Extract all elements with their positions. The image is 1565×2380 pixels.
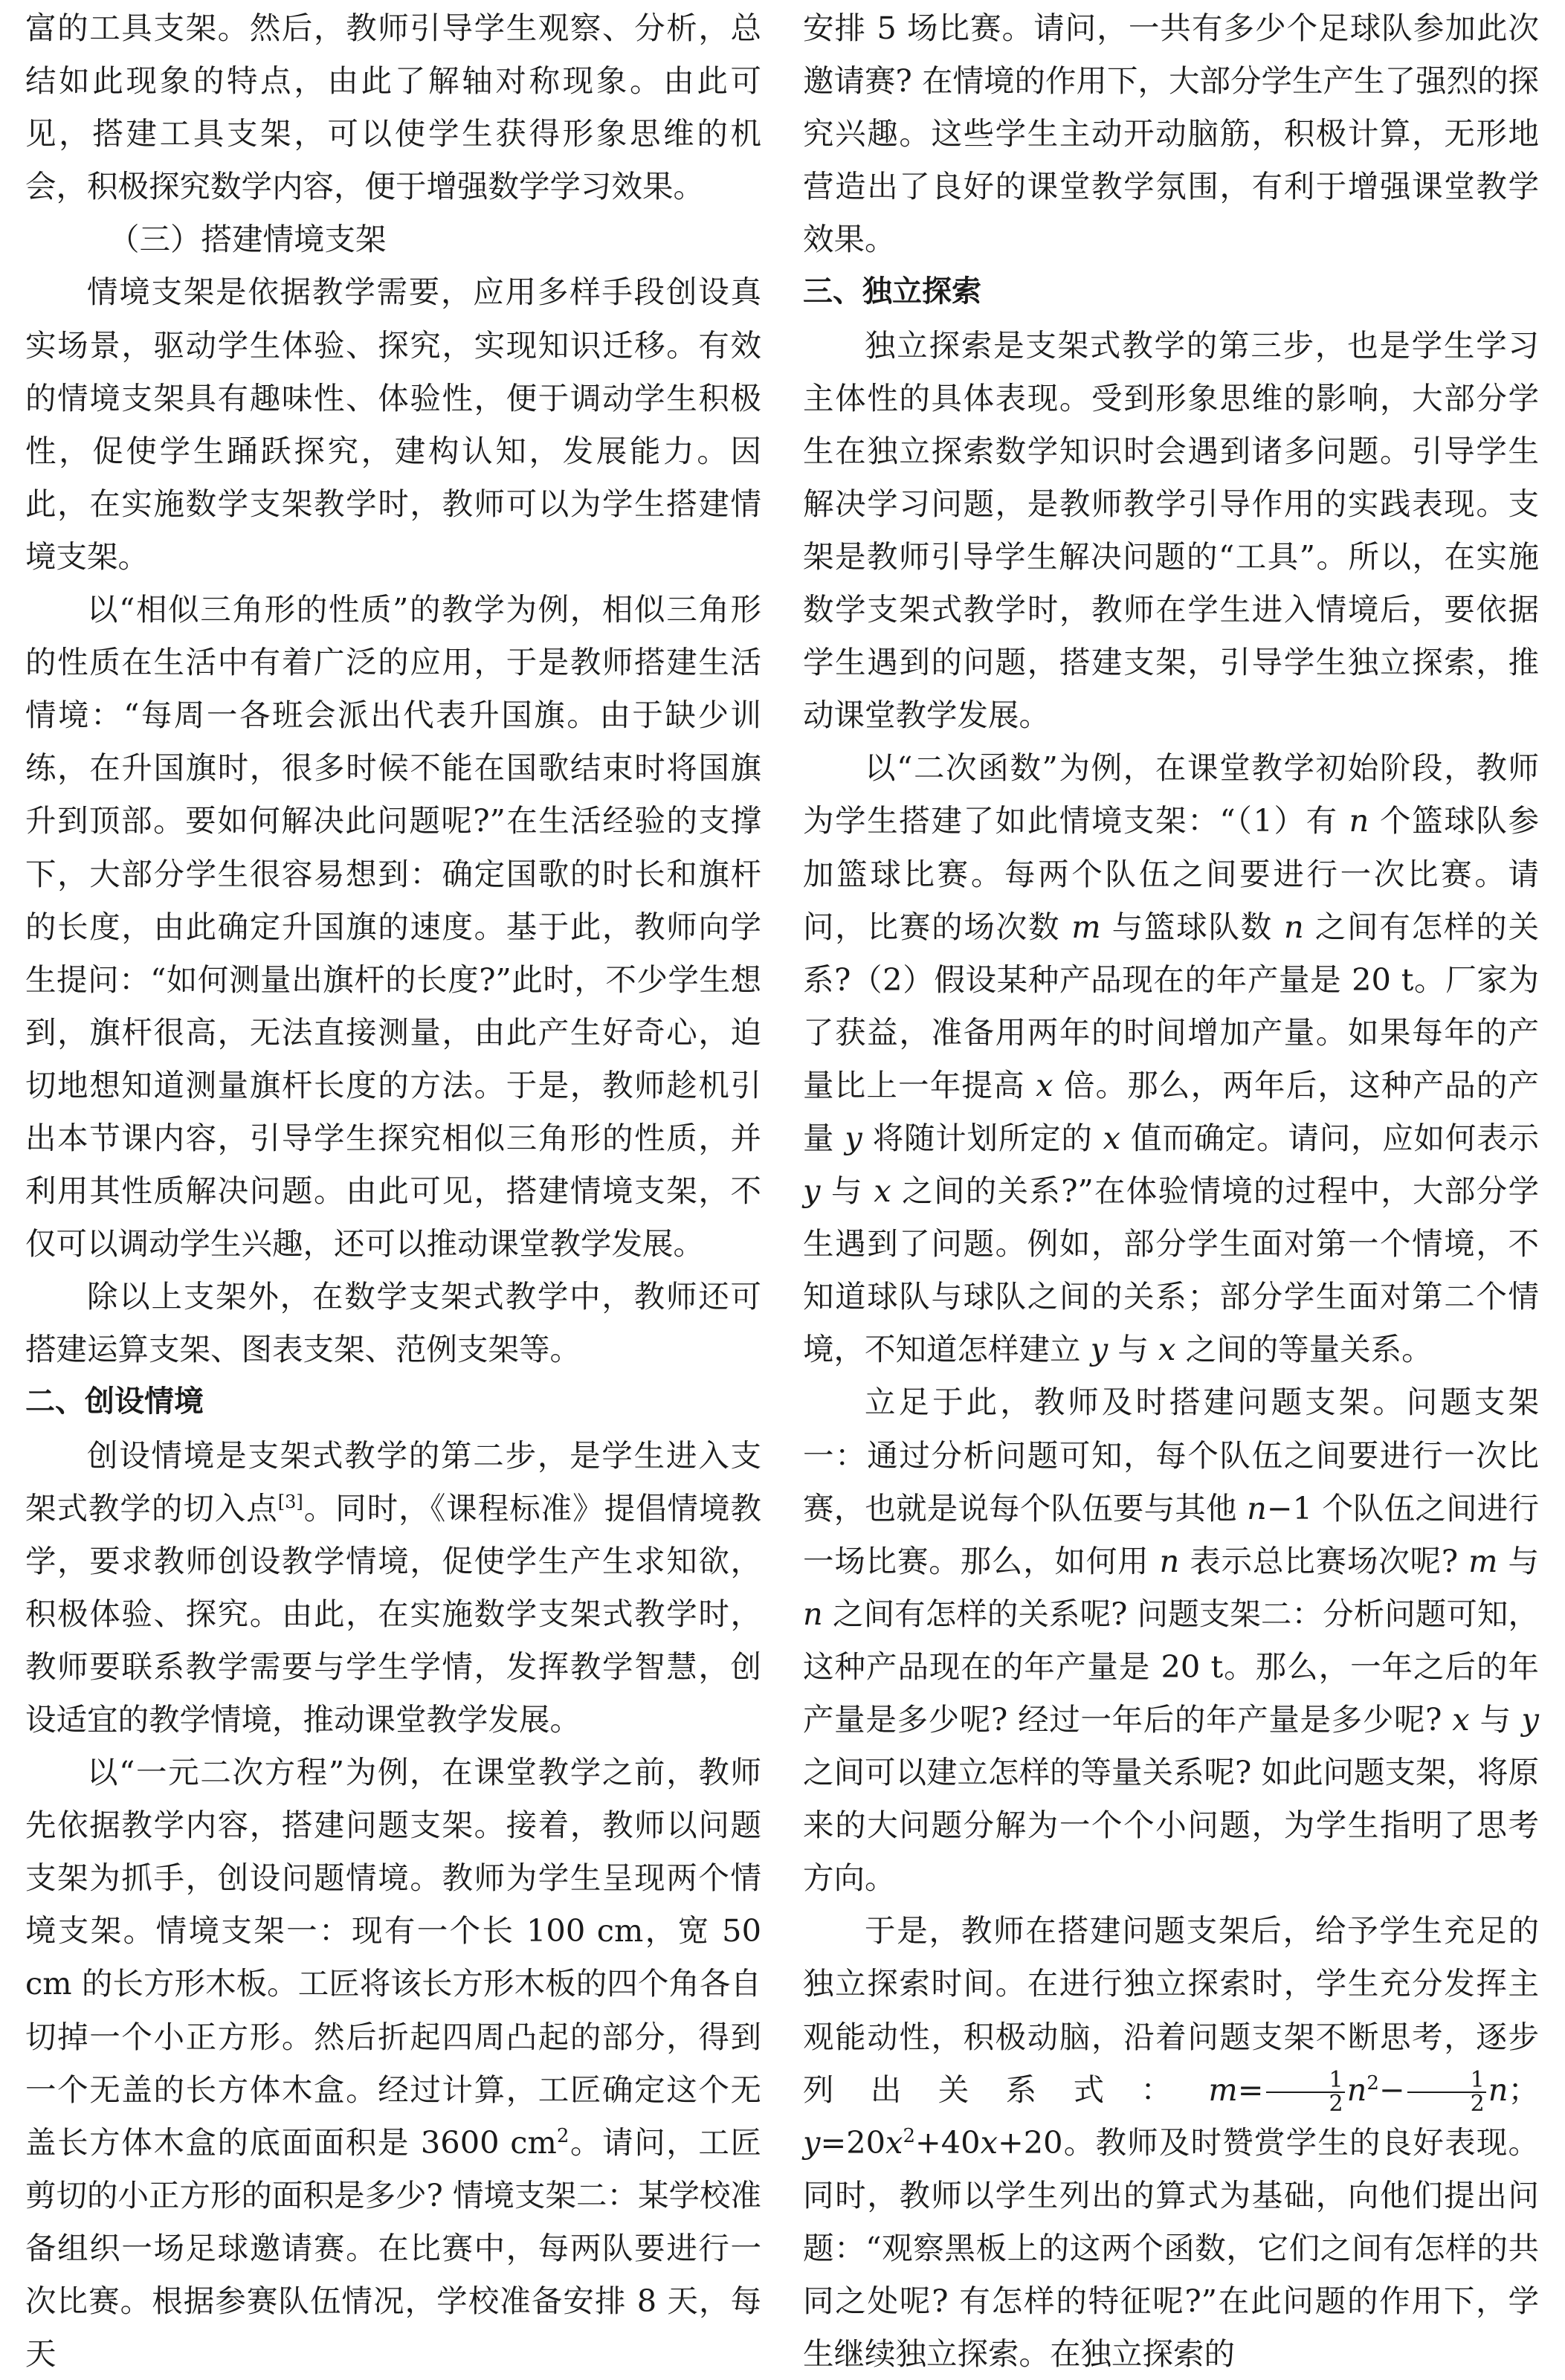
- paragraph-quadratic-function: 以“二次函数”为例，在课堂教学初始阶段，教师为学生搭建了如此情境支架：“（1）有 n 个篮球队参加篮球比赛。每两个队伍之间要进行一次比赛。请问，比赛的场次数 m 与篮球队数 n 之间有怎样的关系?（2）假设某种产品现在的年产量是 20 t。厂家为了获益，准备用两年的时间增加产量。如果每年的产量比上一年提高 x 倍。那么，两年后，这种产品的产量 y 将随计划所定的 x 值而确定。请问，应如何表示 y 与 x 之间的关系?”在体验情境的过程中，大部分学生遇到了问题。例如，部分学生面对第一个情境，不知道球队与球队之间的关系；部分学生面对第二个情境，不知道怎样建立 y 与 x 之间的等量关系。: [803, 749, 1539, 1368]
- paragraph-other-scaffolds: 除以上支架外，在数学支架式教学中，教师还可搭建运算支架、图表支架、范例支架等。: [25, 1278, 761, 1368]
- paragraph-problem-scaffold: 立足于此，教师及时搭建问题支架。问题支架一：通过分析问题可知，每个队伍之间要进行一次比赛，也就是说每个队伍要与其他 n−1 个队伍之间进行一场比赛。那么，如何用 n 表示总比赛场次呢? m 与 n 之间有怎样的关系呢? 问题支架二：分析问题可知，这种产品现在的年产量是 20 t。那么，一年之后的年产量是多少呢? 经过一年后的年产量是多少呢? x 与 y 之间可以建立怎样的等量关系呢? 如此问题支架，将原来的大问题分解为一个个小问题，为学生指明了思考方向。: [803, 1384, 1539, 1897]
- paragraph-create-situation: 创设情境是支架式教学的第二步，是学生进入支架式教学的切入点[3]。同时，《课程标准》提倡情境教学，要求教师创设教学情境，促使学生产生求知欲，积极体验、探究。由此，在实施数学支架式教学时，教师要联系教学需要与学生学情，发挥教学智慧，创设适宜的教学情境，推动课堂教学发展。: [25, 1436, 761, 1738]
- paragraph-quadratic-equation: 以“一元二次方程”为例，在课堂教学之前，教师先依据教学内容，搭建问题支架。接着，教师以问题支架为抓手，创设问题情境。教师为学生呈现两个情境支架。情境支架一：现有一个长 100 cm，宽 50 cm 的长方形木板。工匠将该长方形木板的四个角各自切掉一个小正方形。然后折起四周凸起的部分，得到一个无盖的长方体木盒。经过计算，工匠确定这个无盖长方体木盒的底面面积是 3600 $cm^2$。请问，工匠剪切的小正方形的面积是多少? 情境支架二：某学校准备组织一场足球邀请赛。在比赛中，每两队要进行一次比赛。根据参赛队伍情况，学校准备安排 8 天，每天: [25, 1754, 761, 2373]
- citation-ref: [3]: [277, 1491, 303, 1512]
- paragraph-football-end: 安排 5 场比赛。请问，一共有多少个足球队参加此次邀请赛? 在情境的作用下，大部分学生产生了强烈的探究兴趣。这些学生主动开动脑筋，积极计算，无形地营造出了良好的课堂教学氛围，有利于增强课堂教学效果。: [803, 10, 1539, 258]
- paragraph-independent-exploration: 独立探索是支架式教学的第三步，也是学生学习主体性的具体表现。受到形象思维的影响，大部分学生在独立探索数学知识时会遇到诸多问题。引导学生解决学习问题，是教师教学引导作用的实践表现。支架是教师引导学生解决问题的“工具”。所以，在实施数学支架式教学时，教师在学生进入情境后，要依据学生遇到的问题，搭建支架，引导学生独立探索，推动课堂教学发展。: [803, 326, 1539, 734]
- formula-y: y: [803, 2123, 821, 2161]
- fraction-half: $\frac{1}{2}$: [1407, 2069, 1486, 2115]
- fraction-half: $\frac{1}{2}$: [1266, 2069, 1345, 2115]
- paragraph-tool-scaffold-end: 富的工具支架。然后，教师引导学生观察、分析，总结如此现象的特点，由此了解轴对称现象。由此可见，搭建工具支架，可以使学生获得形象思维的机会，积极探究数学内容，便于增强数学学习效果。: [25, 10, 761, 205]
- heading-create-situation: 二、创设情境: [25, 1384, 204, 1419]
- paragraph-formulas: 于是，教师在搭建问题支架后，给予学生充足的独立探索时间。在进行独立探索时，学生充分发挥主观能动性，积极动脑，沿着问题支架不断思考，逐步列出关系式：m= $\frac{1}{2}$ $n^2-$ $\frac{1}{2}$ n；$y=20x^2+40x+20$。教师及时赞赏学生的良好表现。同时，教师以学生列出的算式为基础，向他们提出问题：“观察黑板上的这两个函数，它们之间有怎样的共同之处呢? 有怎样的特征呢?”在此问题的作用下，学生继续独立探索。在独立探索的: [803, 1912, 1539, 2373]
- right-column: [803, 1, 1539, 2380]
- heading-independent-exploration: 三、独立探索: [803, 274, 981, 309]
- left-column: [25, 1, 761, 2380]
- formula-m: m: [1208, 2071, 1238, 2108]
- paragraph-similar-triangles: 以“相似三角形的性质”的教学为例，相似三角形的性质在生活中有着广泛的应用，于是教师搭建生活情境：“每周一各班会派出代表升国旗。由于缺少训练，在升国旗时，很多时候不能在国歌结束时将国旗升到顶部。要如何解决此问题呢?”在生活经验的支撑下，大部分学生很容易想到：确定国歌的时长和旗杆的长度，由此确定升国旗的速度。基于此，教师向学生提问：“如何测量出旗杆的长度?”此时，不少学生想到，旗杆很高，无法直接测量，由此产生好奇心，迫切地想知道测量旗杆长度的方法。于是，教师趁机引出本节课内容，引导学生探究相似三角形的性质，并利用其性质解决问题。由此可见，搭建情境支架，不仅可以调动学生兴趣，还可以推动课堂教学发展。: [25, 591, 761, 1262]
- subheading-situation-scaffold: （三）搭建情境支架: [109, 221, 387, 258]
- paragraph-situation-scaffold-def: 情境支架是依据教学需要，应用多样手段创设真实场景，驱动学生体验、探究，实现知识迁移。有效的情境支架具有趣味性、体验性，便于调动学生积极性，促使学生踊跃探究，建构认知，发展能力。因此，在实施数学支架教学时，教师可以为学生搭建情境支架。: [25, 274, 761, 575]
